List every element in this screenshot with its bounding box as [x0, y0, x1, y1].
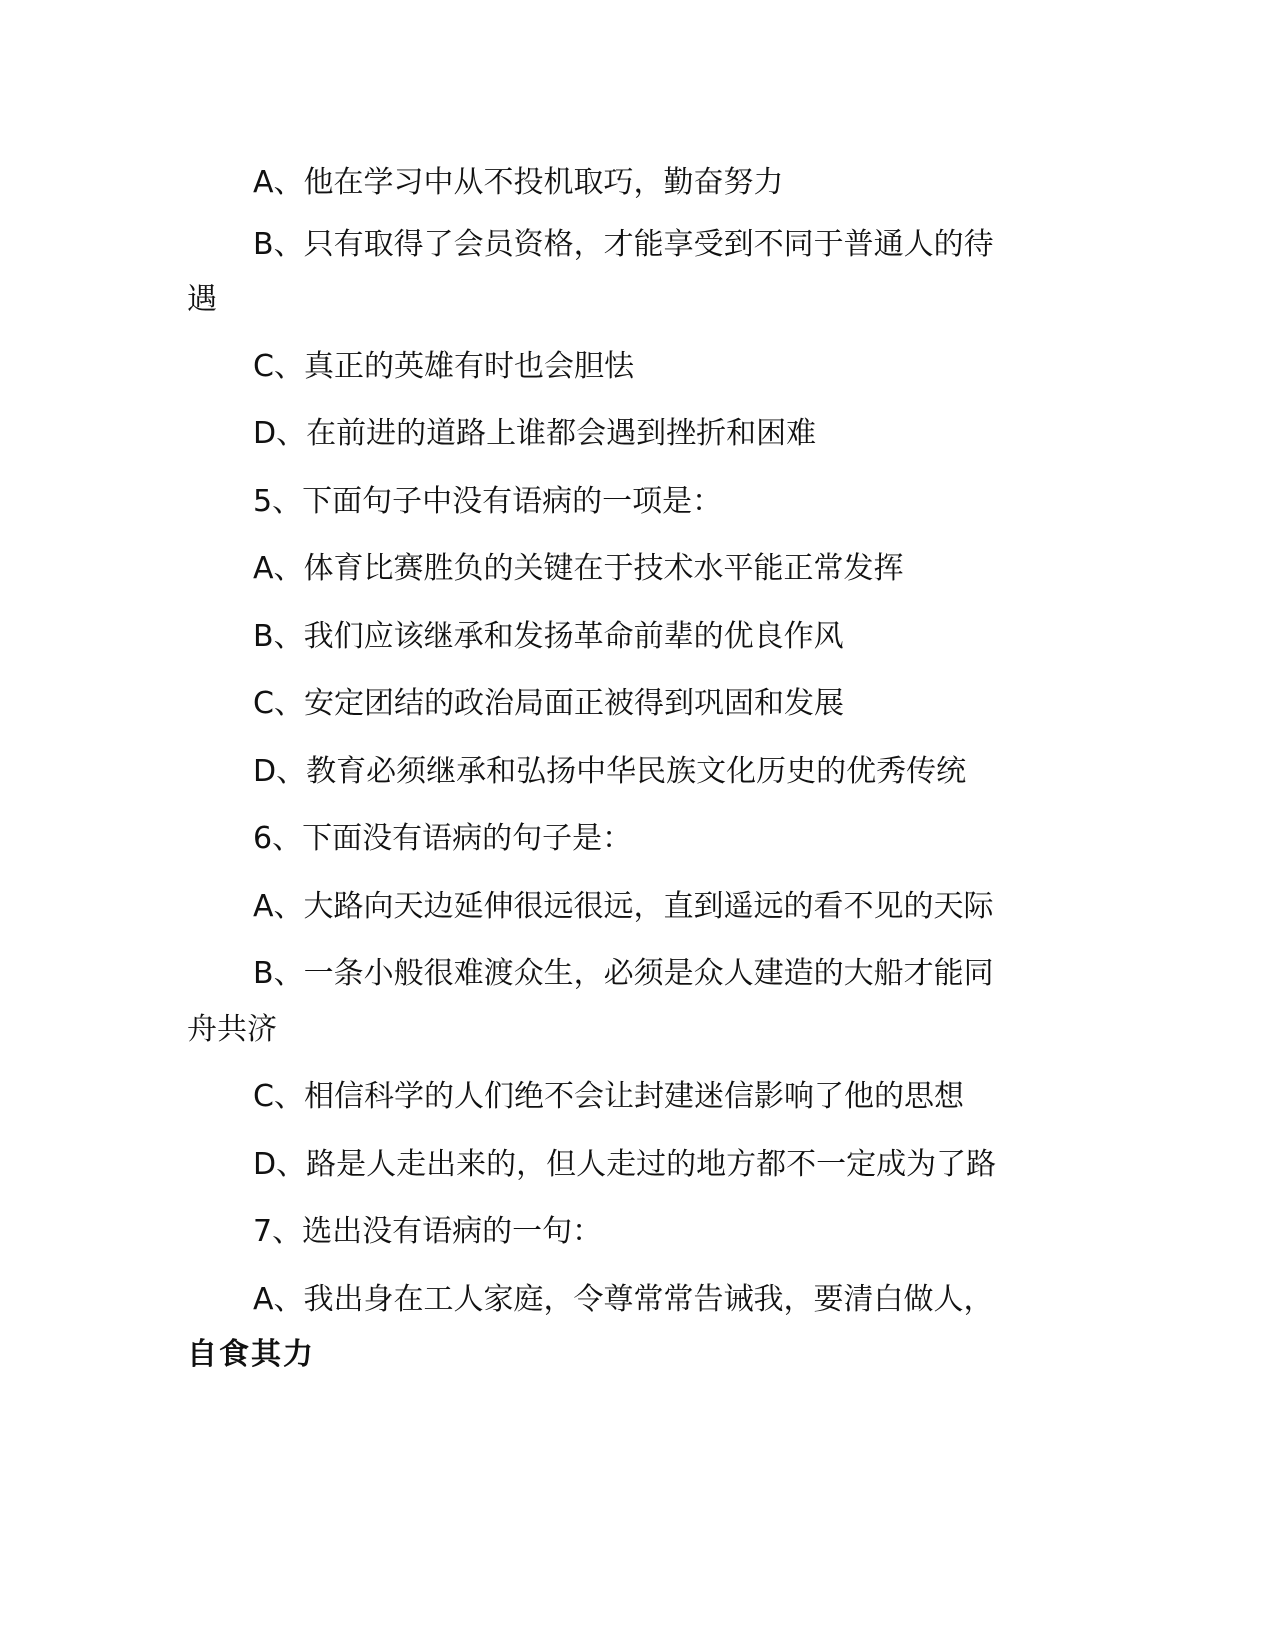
option-4c: C、真正的英雄有时也会胆怯	[253, 349, 634, 384]
question-7: 7、选出没有语病的一句：	[253, 1214, 603, 1249]
option-4b: B、只有取得了会员资格，才能享受到不同于普通人的待	[253, 227, 994, 262]
option-6b: B、一条小般很难渡众生，必须是众人建造的大船才能同	[253, 956, 994, 991]
option-5a: A、体育比赛胜负的关键在于技术水平能正常发挥	[253, 551, 904, 586]
question-6: 6、下面没有语病的句子是：	[253, 821, 633, 856]
option-6d: D、路是人走出来的，但人走过的地方都不一定成为了路	[253, 1147, 997, 1182]
option-4b-continued: 遇	[187, 282, 217, 317]
option-6a: A、大路向天边延伸很远很远，直到遥远的看不见的天际	[253, 889, 994, 924]
option-6b-continued: 舟共济	[187, 1012, 277, 1047]
option-5b: B、我们应该继承和发扬革命前辈的优良作风	[253, 619, 844, 654]
question-5: 5、下面句子中没有语病的一项是：	[253, 484, 723, 519]
option-7a: A、我出身在工人家庭，令尊常常告诫我，要清白做人，	[253, 1282, 994, 1317]
option-4a: A、他在学习中从不投机取巧，勤奋努力	[253, 165, 784, 200]
option-4d: D、在前进的道路上谁都会遇到挫折和困难	[253, 416, 817, 451]
option-5c: C、安定团结的政治局面正被得到巩固和发展	[253, 686, 844, 721]
option-6c: C、相信科学的人们绝不会让封建迷信影响了他的思想	[253, 1079, 964, 1114]
option-7a-continued: 自食其力	[187, 1337, 315, 1372]
option-5d: D、教育必须继承和弘扬中华民族文化历史的优秀传统	[253, 754, 967, 789]
